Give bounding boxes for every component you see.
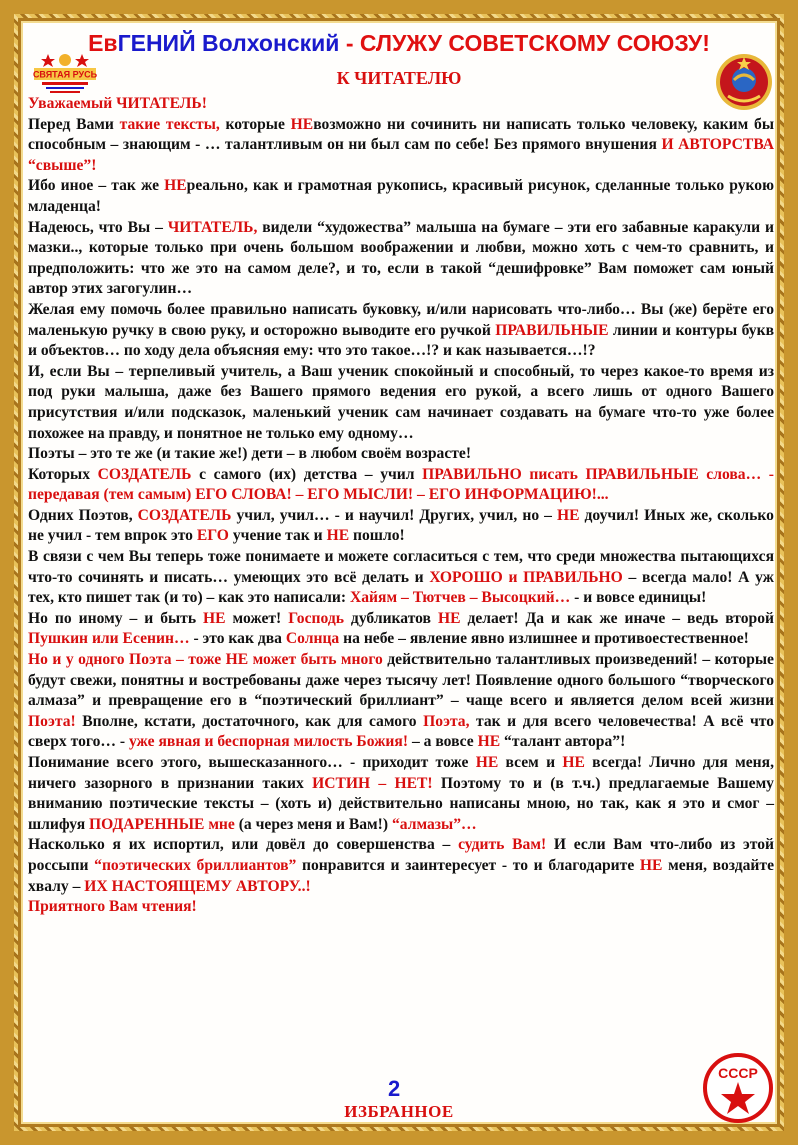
text-segment: (а через меня и Вам!) — [234, 815, 392, 833]
paragraph — [28, 753, 774, 835]
highlighted-text: СОЗДАТЕЛЬ — [137, 506, 232, 524]
text-segment: на небе – явление явно излишнее и противоестественное! — [339, 630, 749, 648]
text-segment: - это как два — [189, 630, 286, 648]
highlighted-text: судить Вам! — [458, 836, 547, 854]
text-segment: Одних Поэтов, — [28, 506, 138, 524]
text-segment: дубликатов — [343, 609, 438, 627]
highlighted-text: НЕ — [203, 609, 226, 627]
text-segment: Насколько я их испортил, или довёл до совершенства – — [28, 836, 459, 854]
paragraph — [28, 176, 774, 217]
page-title — [30, 28, 768, 58]
text-segment: Надеюсь, что Вы – — [28, 218, 168, 236]
paragraph — [28, 506, 774, 547]
paragraph — [28, 650, 774, 753]
text-segment: Поэты – это те же (и такие же!) дети – в любом своём возрасте! — [28, 445, 472, 463]
title-part-3: - СЛУЖУ СОВЕТСКОМУ СОЮЗУ! — [339, 30, 710, 56]
highlighted-text: НЕ — [556, 506, 580, 524]
paragraph — [28, 94, 774, 115]
highlighted-text: НЕ — [477, 733, 501, 751]
paragraph — [28, 362, 774, 444]
text-segment: доучил! Иных же, сколько не учил - тем впрок это — [28, 506, 774, 545]
highlighted-text: Поэта! — [28, 712, 76, 730]
text-segment: – всегда мало! А уж тех, кто пишет так (и то) – как это написали: — [28, 568, 774, 607]
text-segment: всем и — [498, 754, 563, 771]
letter-body — [28, 94, 774, 918]
paragraph — [28, 897, 774, 918]
text-segment: учение так и — [228, 527, 327, 545]
highlighted-text: НЕ — [164, 177, 187, 195]
highlighted-text: ПОДАРЕННЫЕ мне — [89, 815, 235, 833]
text-segment: с самого (их) детства – учил — [191, 465, 423, 483]
footer-section-label: ИЗБРАННОЕ — [344, 1102, 454, 1121]
text-segment: пошло! — [349, 527, 405, 545]
text-segment: так и для всего человечества! А всё что сверх того… - — [28, 712, 775, 751]
highlighted-text: НЕ — [562, 754, 585, 771]
text-segment: Которых — [28, 465, 98, 483]
paragraph — [28, 609, 774, 650]
highlighted-text: ЧИТАТЕЛЬ, — [167, 218, 258, 236]
highlighted-text: Господь — [288, 609, 344, 627]
logo-left-text: СВЯТАЯ РУСЬ — [32, 69, 98, 80]
text-segment: может! — [225, 609, 289, 627]
text-segment: Понимание всего этого, вышесказанного… - приходит тоже — [28, 754, 476, 771]
paragraph — [28, 835, 774, 897]
text-segment: линии и контуры букв и объектов… по ходу дела объясняя ему: что это такое…!? и как называется…!? — [28, 321, 774, 360]
paragraph — [28, 218, 774, 300]
text-segment: - и вовсе единицы! — [570, 589, 707, 607]
highlighted-text: ИХ НАСТОЯЩЕМУ АВТОРУ..! — [84, 877, 311, 895]
highlighted-text: ИСТИН – НЕТ! — [312, 774, 433, 792]
text-segment: “талант автора”! — [500, 733, 626, 751]
text-segment: делает! Да и как же иначе – ведь второй — [460, 609, 775, 627]
text-segment: Ибо иное – так же — [28, 177, 165, 195]
highlighted-text: Солнца — [285, 630, 340, 648]
highlighted-text: Поэта, — [423, 712, 470, 730]
paragraph — [28, 115, 774, 177]
highlighted-text: НЕ — [639, 856, 663, 874]
highlighted-text: ЕГО — [196, 527, 229, 545]
highlighted-text: ХОРОШО и ПРАВИЛЬНО — [429, 568, 623, 586]
text-segment: которые — [219, 115, 291, 133]
text-segment: понравится и заинтересует - то и благодарите — [296, 856, 640, 874]
paragraph — [28, 547, 774, 609]
highlighted-text: И АВТОРСТВА “свыше”! — [28, 136, 774, 174]
text-segment: Поэтому то и (в т.ч.) предлагаемые Вашему вниманию поэтические тексты – (хоть и) действительно написаны мною, но так, как я это и смог – шлифуя — [28, 774, 774, 833]
text-segment: И, если Вы – терпеливый учитель, а Ваш ученик спокойный и способный, то через какое-то время из под руки малыша, даже без Вашего прямого ведения его рукой, а всего лишь от одного Вашего присутствия и/или подсказок, маленький ученик сам начинает создавать на бумаге что-то уже более похожее на правду, и понятное не только ему одному… — [28, 362, 774, 442]
cccp-text: СССР — [718, 1065, 758, 1081]
text-segment: реально, как и грамотная рукопись, красивый рисунок, сделанные только рукою младенца! — [28, 177, 774, 215]
paragraph — [28, 300, 774, 362]
text-segment: Но по иному – и быть — [28, 609, 204, 627]
highlighted-text: Пушкин или Есенин… — [28, 630, 190, 648]
text-segment: Перед Вами — [28, 115, 120, 133]
highlighted-text: “алмазы”… — [391, 815, 477, 833]
highlighted-text: ПРАВИЛЬНЫЕ — [495, 321, 609, 339]
highlighted-text: ПРАВИЛЬНО писать ПРАВИЛЬНЫЕ слова… - передавая (тем самым) ЕГО СЛОВА! – ЕГО МЫСЛИ! – ЕГО ИНФОРМАЦИЮ!... — [28, 465, 775, 504]
highlighted-text: СОЗДАТЕЛЬ — [97, 465, 192, 483]
text-segment: видели “художества” малыша на бумаге – эти его забавные каракули и мазки.., которые только при очень большом воображении и любви, можно хоть с чем-то сравнить, и предположить: что же это на самом деле?, и то, если в такой “дешифровке” Вам поможет сам юный автор этих загогулин… — [28, 218, 774, 298]
highlighted-text: Но и у одного Поэта – тоже НЕ может быть много — [28, 651, 383, 669]
highlighted-text: Хайям – Тютчев – Высоцкий… — [350, 589, 571, 607]
section-heading: К ЧИТАТЕЛЮ — [336, 68, 462, 88]
highlighted-text: Уважаемый ЧИТАТЕЛЬ! — [28, 95, 207, 112]
highlighted-text: НЕ — [290, 115, 314, 133]
highlighted-text: такие тексты, — [119, 115, 220, 133]
text-segment: меня, воздайте хвалу – — [28, 856, 774, 895]
text-segment: В связи с чем Вы теперь тоже понимаете и можете согласиться с тем, что среди множества пытающихся что-то сочинять и писать… умеющих это всё делать и — [28, 548, 774, 586]
text-segment: – а вовсе — [408, 733, 478, 751]
page-number: 2 — [388, 1076, 401, 1101]
text-segment: И если Вам что-либо из этой россыпи — [28, 836, 774, 874]
highlighted-text: уже явная и беспорная милость Божия! — [128, 733, 409, 751]
highlighted-text: Приятного Вам чтения! — [28, 898, 197, 916]
text-segment: возможно ни сочинить ни написать только человеку, каким бы способным – знающим - … талантливым он ни был сам по себе! Без прямого внушения — [28, 115, 774, 154]
text-segment: действительно талантливых произведений! – которые будут свежи, понятны и востребованы даже через тысячу лет! Появление одного большого “творческого алмаза” и превращение его в “поэтический бриллиант” – чаще всего и является делом всей жизни — [28, 651, 774, 710]
highlighted-text: НЕ — [475, 754, 499, 771]
paragraph — [28, 444, 774, 465]
paragraph — [28, 465, 774, 506]
title-part-2: ГЕНИЙ Волхонский — [117, 30, 340, 56]
highlighted-text: НЕ — [326, 527, 350, 545]
title-part-1: Ев — [88, 30, 118, 56]
highlighted-text: “поэтических бриллиантов” — [94, 856, 297, 874]
text-segment: Желая ему помочь более правильно написать буковку, и/или нарисовать что-либо… Вы (же) берёте его маленькую ручку в свою руку, и осторожно выводите его ручкой — [28, 300, 774, 339]
highlighted-text: НЕ — [437, 609, 461, 627]
text-segment: учил, учил… - и научил! Других, учил, но – — [231, 506, 557, 524]
text-segment: Вполне, кстати, достаточного, как для самого — [75, 712, 424, 730]
text-segment: всегда! Лично для меня, ничего зазорного в признании таких — [28, 754, 774, 792]
